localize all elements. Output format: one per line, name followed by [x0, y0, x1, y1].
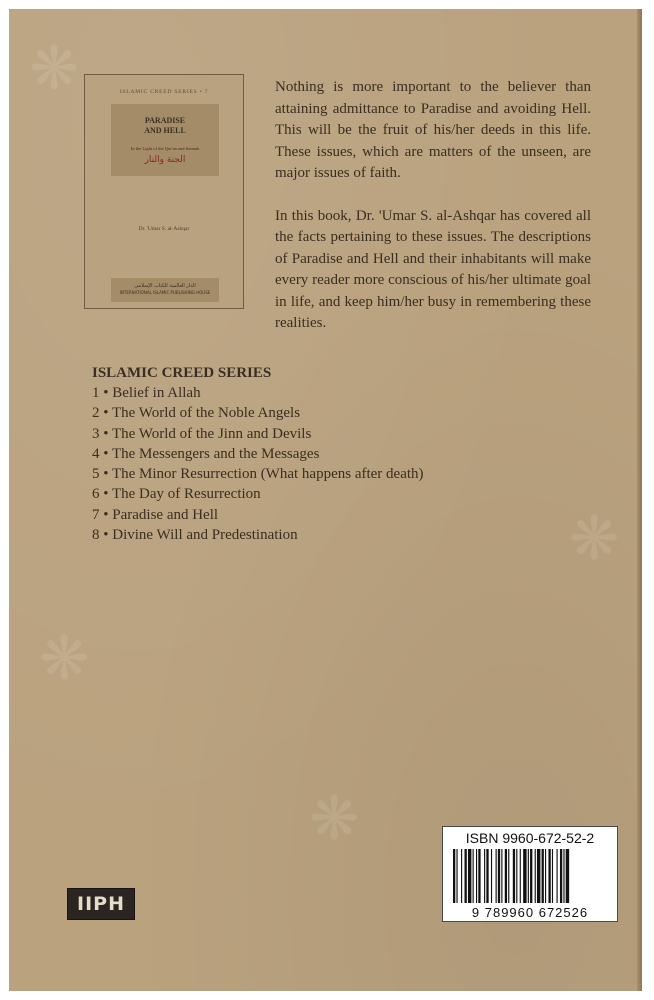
- thumbnail-subtitle: In the Light of the Qur'an and Sunnah: [130, 146, 200, 151]
- thumbnail-title-line1: PARADISE: [144, 116, 186, 125]
- barcode-bar: [566, 849, 569, 903]
- isbn-label: ISBN 9960-672-52-2: [465, 830, 595, 846]
- thumbnail-title: [111, 116, 219, 136]
- spine-edge: [637, 9, 642, 991]
- thumbnail-title-panel: [111, 104, 219, 176]
- book-description: [275, 77, 591, 356]
- thumbnail-publisher-arabic: الدار العالمية للكتاب الإسلامي: [134, 283, 196, 289]
- barcode-bar: [456, 849, 457, 903]
- barcode-bar: [501, 849, 502, 903]
- barcode-bar: [478, 849, 480, 903]
- barcode-bar: [528, 849, 529, 903]
- series-item: 8 • Divine Will and Predestination: [92, 527, 298, 544]
- calligraphy-ornament-icon: ❋: [569, 504, 620, 574]
- series-item: 1 • Belief in Allah: [92, 385, 201, 401]
- barcode-bar: [465, 849, 467, 903]
- barcode-bar: [545, 849, 546, 903]
- barcode-bar: [563, 849, 564, 903]
- barcode-bar: [537, 849, 540, 903]
- series-item: 4 • The Messengers and the Messages: [92, 445, 320, 462]
- barcode-bar: [552, 849, 553, 903]
- calligraphy-ornament-icon: ❋: [29, 34, 80, 104]
- barcode-bar: [505, 849, 507, 903]
- series-item: 5 • The Minor Resurrection (What happens after death): [92, 466, 424, 483]
- thumbnail-publisher-band: [111, 278, 219, 302]
- barcode-bar: [486, 849, 488, 903]
- series-item: 3 • The World of the Jinn and Devils: [92, 425, 312, 442]
- barcode-bar: [520, 849, 521, 903]
- barcode-bar: [484, 849, 485, 903]
- description-paragraph-1: Nothing is more important to the believer than attaining admittance to Paradise and avoiding Hell. This will be the fruit of his/her deeds in this life. These issues, which are matters of the unseen, are major issues of faith.: [275, 79, 591, 181]
- series-item: 2 • The World of the Noble Angels: [92, 405, 301, 422]
- barcode-bar: [498, 849, 500, 903]
- barcode-bar: [473, 849, 474, 903]
- barcode-bar: [468, 849, 471, 903]
- barcode-bar: [476, 849, 477, 903]
- thumbnail-title-line2: AND HELL: [144, 126, 186, 135]
- barcode-bar: [453, 849, 455, 903]
- barcode-bar: [496, 849, 497, 903]
- thumbnail-publisher-english: INTERNATIONAL ISLAMIC PUBLISHING HOUSE: [119, 290, 211, 295]
- barcode-bar: [560, 849, 562, 903]
- thumbnail-arabic-title: الجنة والنار: [144, 155, 186, 165]
- calligraphy-ornament-icon: ❋: [309, 784, 360, 854]
- series-list: [92, 363, 512, 545]
- front-cover-thumbnail: [84, 74, 244, 309]
- barcode-bar: [548, 849, 550, 903]
- series-item: 7 • Paradise and Hell: [92, 506, 219, 523]
- series-heading: ISLAMIC CREED SERIES: [92, 365, 272, 381]
- ean-digits: 9 789960 672526: [471, 905, 589, 920]
- barcode-bar: [542, 849, 544, 903]
- barcode-bar: [513, 849, 515, 903]
- publisher-logo: IIPH: [67, 888, 135, 920]
- barcode-bar: [535, 849, 536, 903]
- barcode-bar: [508, 849, 509, 903]
- barcode-bar: [516, 849, 517, 903]
- barcode-bar: [557, 849, 558, 903]
- barcode-bar: [523, 849, 526, 903]
- thumbnail-series-label: ISLAMIC CREED SERIES • 7: [119, 89, 209, 95]
- barcode-bars-icon: [453, 849, 609, 903]
- calligraphy-ornament-icon: ❋: [39, 624, 90, 694]
- isbn-barcode: [442, 826, 618, 922]
- series-item: 6 • The Day of Resurrection: [92, 486, 261, 503]
- description-paragraph-2: In this book, Dr. 'Umar S. al-Ashqar has covered all the facts pertaining to these issues. The descriptions of Paradise and Hell and their inhabitants will make every reader more conscious of his/her ultimate goal in life, and keep him/her busy in remembering these realities.: [275, 207, 591, 331]
- series-items: [92, 383, 512, 545]
- barcode-bar: [461, 849, 462, 903]
- barcode-bar: [530, 849, 532, 903]
- thumbnail-author: Dr. 'Umar S. al-Ashqar: [138, 226, 190, 232]
- barcode-bar: [491, 849, 492, 903]
